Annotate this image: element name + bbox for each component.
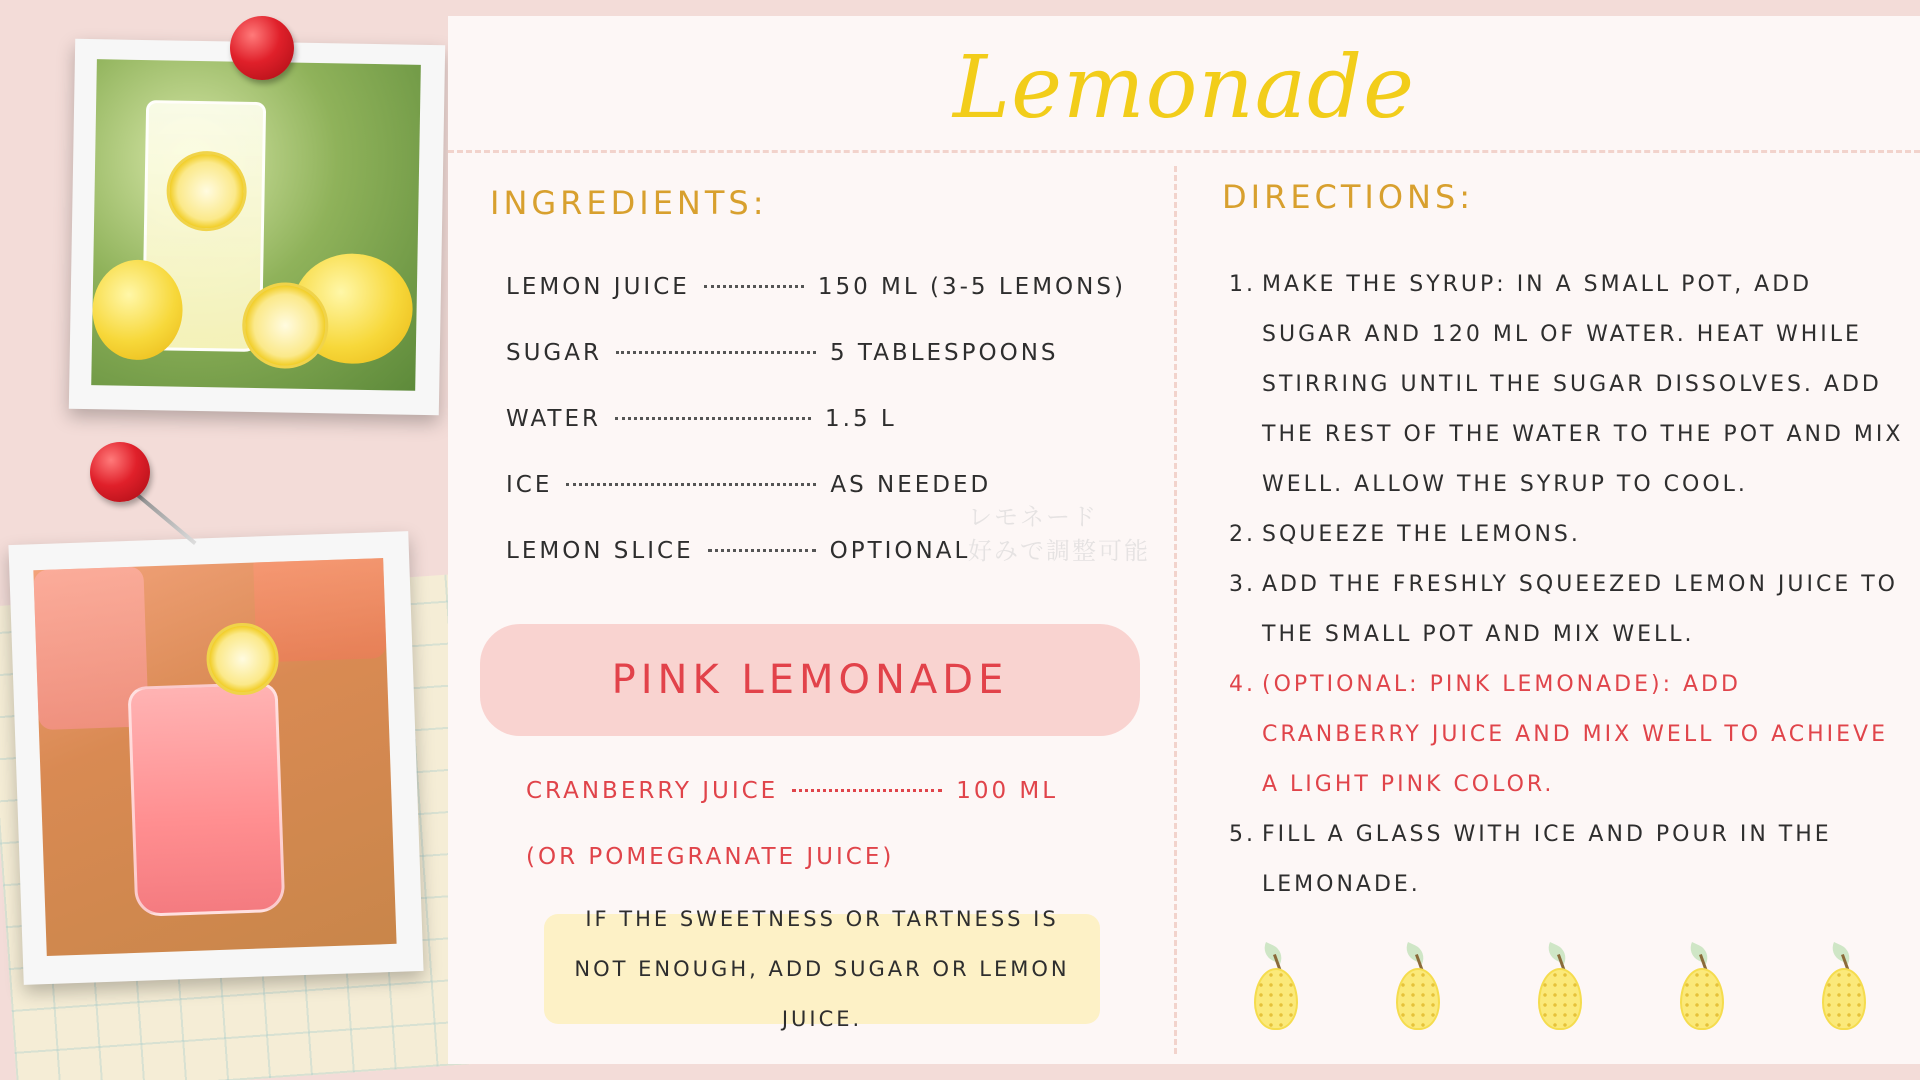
- pink-lemonade-heading: PINK LEMONADE: [611, 657, 1009, 703]
- pink-ingredient-name: CRANBERRY JUICE: [526, 778, 779, 804]
- ingredient-qty: AS NEEDED: [830, 472, 992, 498]
- ingredient-row: [506, 274, 1146, 300]
- dot-leader: [704, 285, 804, 288]
- tip-box: [544, 907, 1100, 1031]
- ingredient-qty: OPTIONAL: [829, 538, 971, 564]
- ingredient-row: [506, 538, 1146, 564]
- step-text: ADD THE FRESHLY SQUEEZED LEMON JUICE TO THE SMALL POT AND MIX WELL.: [1262, 572, 1898, 647]
- pink-lemonade-photo: [33, 558, 396, 956]
- pink-ingredient-qty: 100 ML: [956, 778, 1059, 804]
- pink-ingredient-alt: [526, 844, 894, 870]
- red-pushpin-icon: [90, 442, 150, 502]
- ingredients-heading: INGREDIENTS:: [490, 184, 768, 222]
- red-pin-icon: [230, 16, 294, 80]
- dot-leader: [792, 789, 942, 792]
- ingredient-name: WATER: [506, 406, 601, 432]
- title-divider: [448, 150, 1920, 153]
- column-divider: [1174, 166, 1177, 1054]
- ingredient-row: [506, 472, 1146, 498]
- dot-leader: [708, 549, 816, 552]
- pink-ingredient-row: [526, 778, 1058, 804]
- step-text: MAKE THE SYRUP: IN A SMALL POT, ADD SUGAR AND 120 ML OF WATER. HEAT WHILE STIRRING UNTIL THE SUGAR DISSOLVES. ADD THE REST OF THE WATER TO THE POT AND MIX WELL. ALLOW THE SYRUP TO COOL.: [1262, 272, 1904, 497]
- pink-lemonade-jar: [127, 682, 285, 917]
- lemon-icon: [1676, 946, 1726, 1036]
- watermark-line-1: レモネード: [968, 503, 1098, 531]
- step-text: (OPTIONAL: PINK LEMONADE): ADD CRANBERRY JUICE AND MIX WELL TO ACHIEVE A LIGHT PINK COLOR.: [1262, 672, 1888, 797]
- pin-needle: [133, 490, 197, 544]
- ingredient-qty: 5 TABLESPOONS: [829, 340, 1059, 366]
- ingredient-name: SUGAR: [506, 340, 602, 366]
- photo-frame-pink-lemonade: [8, 531, 423, 985]
- ingredient-name: LEMON SLICE: [506, 538, 694, 564]
- lemon-icon: [1534, 946, 1584, 1036]
- ingredient-name: ICE: [506, 472, 553, 498]
- step-text: SQUEEZE THE LEMONS.: [1262, 522, 1581, 547]
- direction-step: [1224, 560, 1904, 660]
- step-number: 2.: [1229, 522, 1256, 547]
- lemon-icon: [1818, 946, 1868, 1036]
- lemonade-photo: [91, 59, 421, 391]
- direction-step: [1224, 510, 1904, 560]
- ingredient-name: LEMON JUICE: [506, 274, 690, 300]
- dot-leader: [566, 483, 816, 486]
- photo-frame-lemonade: [69, 39, 445, 415]
- step-text: FILL A GLASS WITH ICE AND POUR IN THE LEMONADE.: [1262, 822, 1832, 897]
- step-number: 5.: [1229, 822, 1256, 847]
- direction-step: [1224, 810, 1904, 910]
- ingredient-row: [506, 340, 1146, 366]
- direction-step-optional: [1224, 660, 1904, 810]
- ingredient-row: [506, 406, 1146, 432]
- dot-leader: [615, 417, 811, 420]
- ingredient-qty: 1.5 L: [825, 406, 897, 432]
- lemon-half-image: [242, 282, 329, 369]
- step-number: 3.: [1229, 572, 1256, 597]
- watermark-line-2: 好みで調整可能: [968, 537, 1150, 565]
- pink-ingredient-alt-text: (OR POMEGRANATE JUICE): [526, 844, 895, 870]
- direction-step: [1224, 260, 1904, 510]
- lemon-icon: [1392, 946, 1442, 1036]
- dot-leader: [616, 351, 816, 354]
- directions-heading: DIRECTIONS:: [1222, 178, 1475, 216]
- ingredient-qty: 150 ML (3-5 LEMONS): [817, 274, 1126, 300]
- recipe-title: Lemonade: [953, 38, 1415, 138]
- pink-lemonade-banner: [480, 624, 1140, 736]
- directions-list: [1224, 260, 1904, 910]
- recipe-card: [448, 16, 1920, 1064]
- step-number: 4.: [1229, 672, 1256, 697]
- lemon-icon: [1250, 946, 1300, 1036]
- step-number: 1.: [1229, 272, 1256, 297]
- tip-text: IF THE SWEETNESS OR TARTNESS IS NOT ENOUGH, ADD SUGAR OR LEMON JUICE.: [574, 907, 1070, 1031]
